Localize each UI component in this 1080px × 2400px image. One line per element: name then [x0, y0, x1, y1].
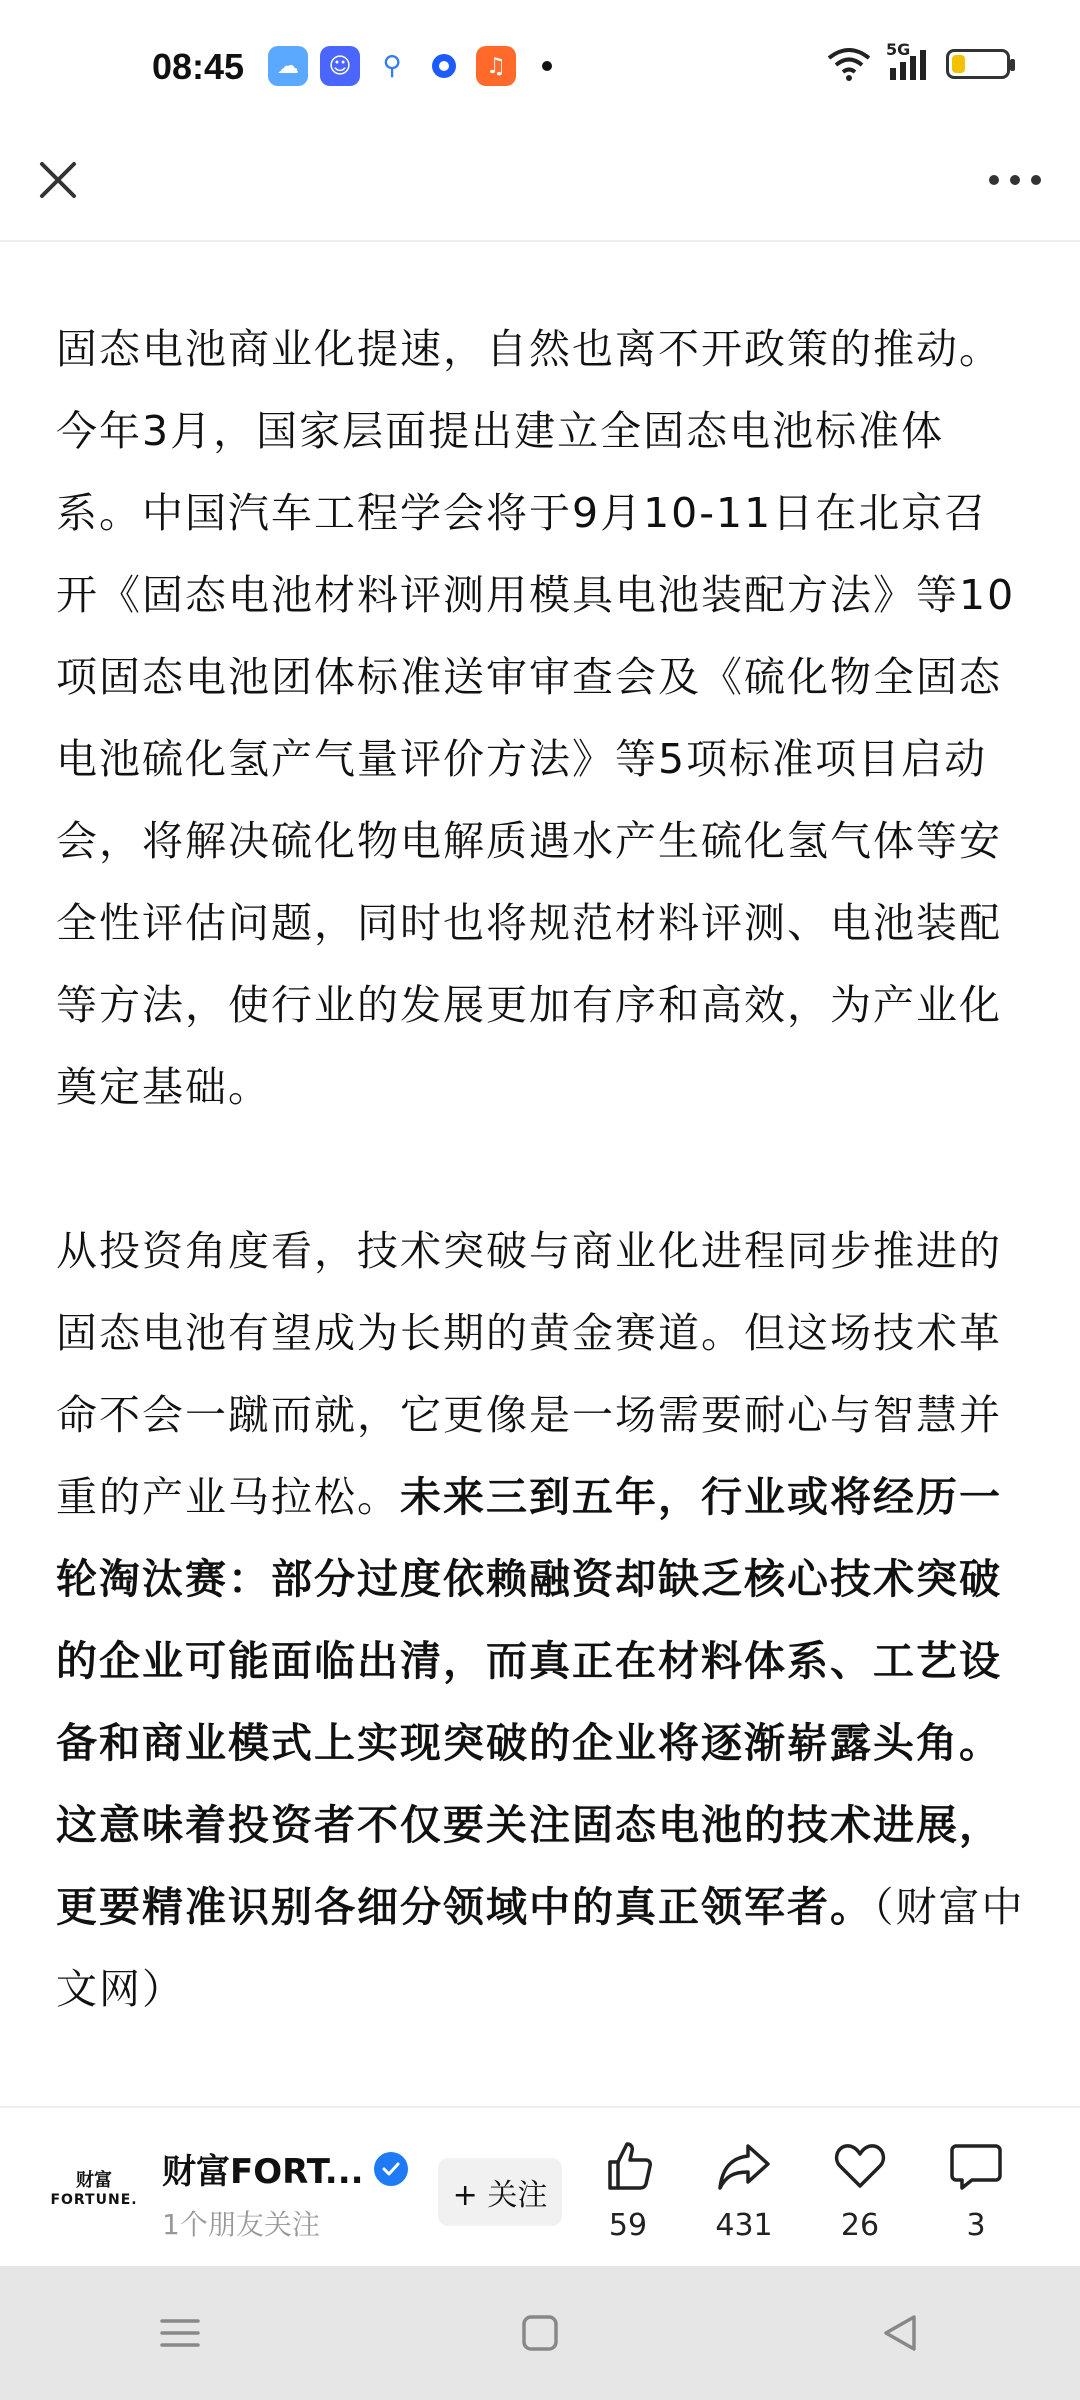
article-paragraph-1: 固态电池商业化提速，自然也离不开政策的推动。今年3月，国家层面提出建立全固态电池标准体系。中国汽车工程学会将于9月10-11日在北京召开《固态电池材料评测用模具电池装配方法》等10项固态电池团体标准送审审查会及《硫化物全固态电池硫化氢产气量评价方法》等5项标准项目启动会，将解决硫化物电解质遇水产生硫化氢气体等安全性评估问题，同时也将规范材料评测、电池装配等方法，使行业的发展更加有序和高效，为产业化奠定基础。 [56, 325, 1016, 1111]
share-count: 431 [715, 2208, 773, 2243]
paragraph-2-normal: 从投资角度看，技术突破与商业化进程同步推进的固态电池有望成为长期的黄金赛道。但这场技术革命不会一蹴而就，它更像是一场需要耐心与智慧并重的产业马拉松。 [56, 1227, 1002, 1521]
back-nav-button[interactable] [860, 2293, 940, 2373]
paragraph-2-source: （财富中文网） [56, 1883, 1025, 2013]
menu-icon [158, 2315, 202, 2351]
thumbs-up-icon [600, 2138, 656, 2194]
close-icon [38, 160, 78, 200]
home-square-icon [520, 2313, 560, 2353]
comment-icon [948, 2138, 1004, 2194]
menu-nav-button[interactable] [140, 2293, 220, 2373]
publisher-logo[interactable] [50, 2160, 138, 2220]
browser-app-icon [424, 46, 464, 86]
battery-icon [946, 49, 1010, 79]
like-button[interactable] [578, 2138, 678, 2243]
shopping-app-icon: ♫ [476, 46, 516, 86]
follow-button[interactable]: + 关注 [438, 2158, 562, 2226]
top-bar [0, 140, 1080, 242]
notification-icons [268, 46, 552, 86]
more-notifications-dot [542, 61, 552, 71]
comment-button[interactable] [926, 2138, 1026, 2243]
publisher-name: 财富FORT... [162, 2152, 364, 2192]
favorite-button[interactable] [810, 2138, 910, 2243]
status-bar [0, 0, 1080, 140]
favorite-count: 26 [840, 2208, 880, 2243]
share-icon [716, 2138, 772, 2194]
system-nav-bar [0, 2266, 1080, 2400]
article-body [56, 308, 1028, 2030]
logo-line-1: 财富 [76, 2170, 112, 2191]
comment-count: 3 [966, 2208, 986, 2243]
verified-icon [374, 2152, 408, 2186]
share-button[interactable] [694, 2138, 794, 2243]
search-app-icon: ⚲ [372, 46, 412, 86]
network-type: 5G [886, 40, 911, 59]
chat-app-icon: ☺ [320, 46, 360, 86]
publisher-info[interactable] [162, 2144, 422, 2243]
back-triangle-icon [880, 2313, 920, 2353]
system-status [826, 40, 1010, 82]
cellular-icon [886, 40, 932, 82]
more-options-button[interactable] [980, 150, 1050, 210]
weather-app-icon: ☁ [268, 46, 308, 86]
home-nav-button[interactable] [500, 2293, 580, 2373]
paragraph-2-bold: 未来三到五年，行业或将经历一轮淘汰赛：部分过度依赖融资却缺乏核心技术突破的企业可能面临出清，而真正在材料体系、工艺设备和商业模式上实现突破的企业将逐渐崭露头角。这意味着投资者不仅要关注固态电池的技术进展，更要精准识别各细分领域中的真正领军者。 [56, 1473, 1002, 1931]
article-paragraph-2 [56, 1210, 1028, 2030]
logo-line-2: FORTUNE. [50, 2192, 138, 2208]
battery-level [952, 55, 965, 73]
bottom-action-bar [0, 2106, 1080, 2268]
more-icon [987, 173, 1043, 187]
heart-icon [832, 2138, 888, 2194]
wifi-icon [826, 46, 872, 82]
status-time: 08:45 [152, 46, 245, 87]
like-count: 59 [608, 2208, 648, 2243]
publisher-followers: 1个朋友关注 [162, 2208, 320, 2241]
close-button[interactable] [28, 150, 88, 210]
